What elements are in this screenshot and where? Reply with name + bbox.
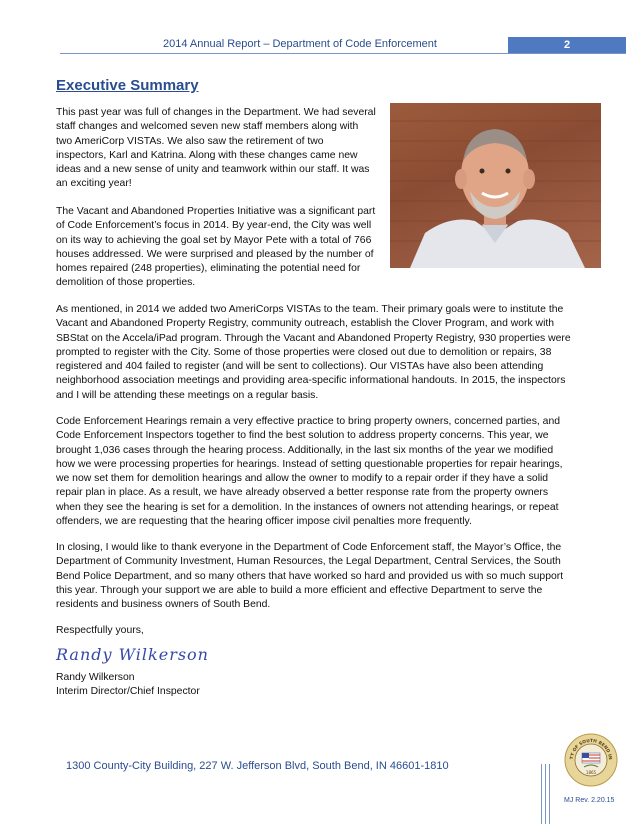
header-title: 2014 Annual Report – Department of Code Enforcement [163,38,437,50]
paragraph-hearings: Code Enforcement Hearings remain a very effective practice to bring property owners, concerned parties, and Code Enforcement Inspectors together to find the best solution to address property concerns. This year, we brought 1,036 cases through the hearing process. Additionally, in the last six months of the year we modified how we were processing properties for hearings. Instead of setting questionable properties for repair hearings, we now set them for demolition hearings and allow the owner to modify to a repair order if they have a solid repair plan in place. As a result, we have already observed a better response rate from the property owners when they see the hearing is set for a demolition. In the instances of owners not attending hearings, or repeat offenders, we are requesting that the hearing officer impose civil penalties more frequently. [56,416,563,528]
header-rule [60,53,626,54]
section-title: Executive Summary [56,77,199,94]
signer-title: Interim Director/Chief Inspector [56,686,200,698]
handwritten-signature: Randy Wilkerson [56,645,209,664]
signature-block [56,641,209,700]
paragraph-vistas: As mentioned, in 2014 we added two AmeriCorps VISTAs to the team. Their primary goals were to institute the Vacant and Abandoned Property Registry, community outreach, establish the Clover Program, and work with SBStat on the Accela/iPad program. Through the Vacant and Abandoned Property Registry, 930 properties were prompted to register with the City. Some of those properties were closed out due to demolition or repairs, 38 registered and 404 failed to register (and will be sent to collections). Our VISTAs have also been attending neighborhood association meetings and providing area-specific informational handouts. In 2015, the inspectors and I will be attending these meetings on a regular basis. [56,304,571,401]
city-seal [564,733,618,787]
paragraph-intro: This past year was full of changes in the Department. We had several staff changes and welcomed seven new staff members along with two AmeriCorp VISTAs. We also saw the retirement of two inspectors, Karl and Katrina. Along with these changes came new ideas and a new sense of unity and teamwork within our staff. It was an exciting year! [56,107,376,190]
page-number: 2 [508,37,626,53]
seal-legend: TY OF SOUTH BEND IN [569,738,613,760]
seal-year: 1865 [585,770,597,775]
revision-note: MJ Rev. 2.20.15 [564,797,615,804]
director-photo [390,103,601,268]
signer-name: Randy Wilkerson [56,672,135,683]
footer-divider-lines [541,764,555,824]
paragraph-vacant-properties: The Vacant and Abandoned Properties Initiative was a significant part of Code Enforcement’s focus in 2014. By year-end, the City was well on its way to achieving the goal set by Mayor Pete with a total of 766 houses addressed. We were surprised and pleased by the number of homes repaired (248 properties), eliminating the potential need for demolition of those properties. [56,206,376,289]
paragraph-closing: In closing, I would like to thank everyone in the Department of Code Enforcement staff, the Mayor’s Office, the Department of Community Investment, Human Resources, the Legal Department, Central Services, the South Bend Police Department, and so many others that have worked so hard and provided us with so much support this year. Through your support we are able to build a more efficient and effective Department to serve the residents and business owners of South Bend. [56,542,564,611]
footer-address: 1300 County-City Building, 227 W. Jefferson Blvd, South Bend, IN 46601-1810 [66,760,449,772]
closing-salutation: Respectfully yours, [56,625,144,636]
